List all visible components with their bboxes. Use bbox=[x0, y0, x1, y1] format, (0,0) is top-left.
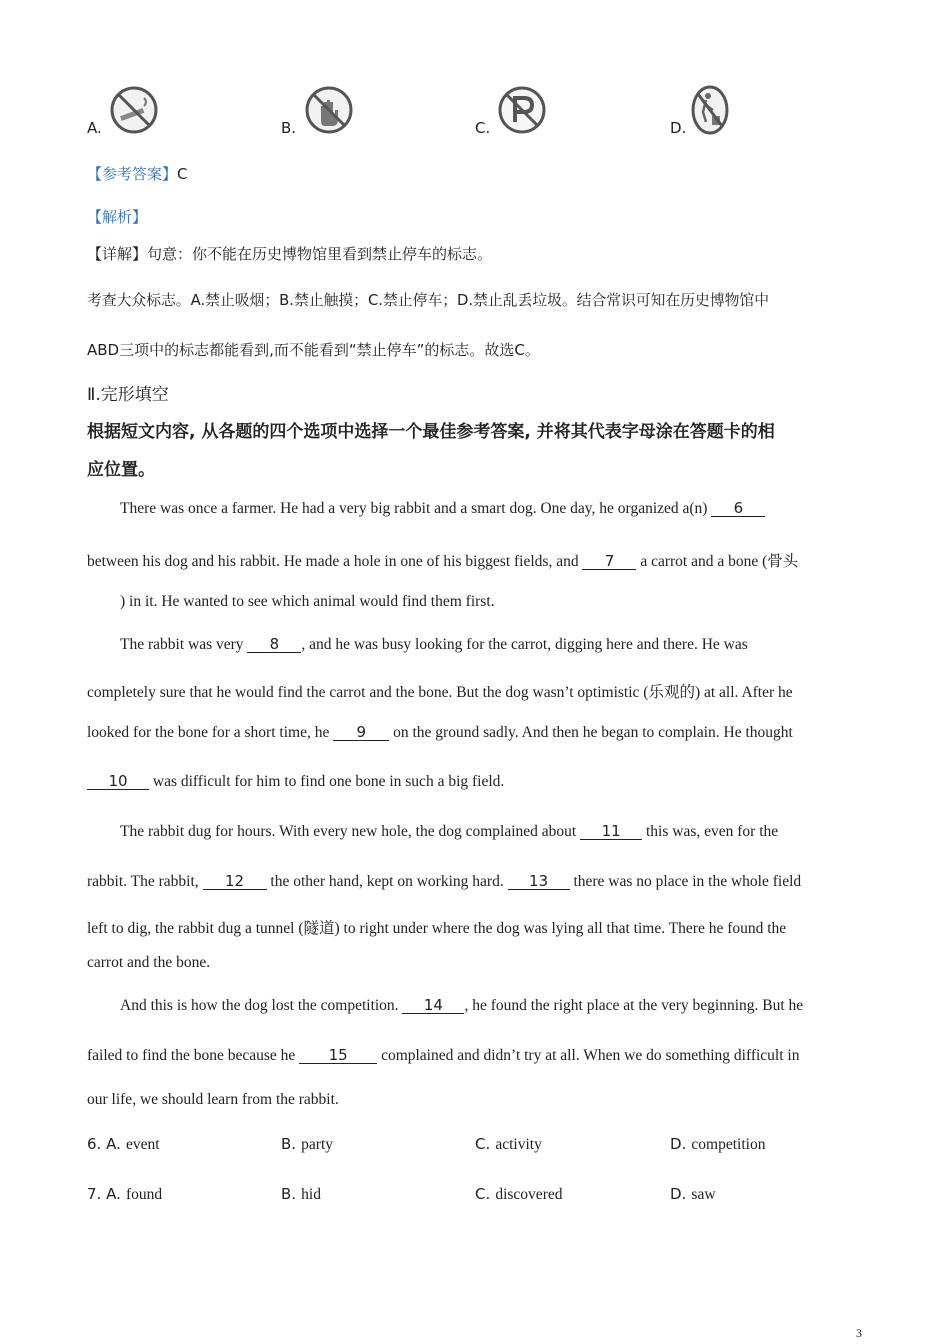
blank-13: 13 bbox=[508, 873, 570, 890]
passage-line: looked for the bone for a short time, he 9 on the ground sadly. And then he began to complain. He thought bbox=[87, 723, 793, 741]
no-touching-icon bbox=[303, 84, 355, 136]
passage-line: And this is how the dog lost the competition. 14 , he found the right place at the very beginning. But he bbox=[120, 996, 804, 1014]
blank-12: 12 bbox=[203, 873, 267, 890]
option-a-letter: A. bbox=[87, 119, 102, 137]
passage-line: The rabbit dug for hours. With every new hole, the dog complained about 11 this was, even for the bbox=[120, 822, 779, 840]
question-7-option-d[interactable]: D. saw bbox=[670, 1185, 716, 1203]
passage-line: The rabbit was very 8 , and he was busy looking for the carrot, digging here and there. He was bbox=[120, 635, 748, 653]
option-b-letter: B. bbox=[281, 119, 297, 137]
instruction-line-1: 根据短文内容, 从各题的四个选项中选择一个最佳参考答案, 并将其代表字母涂在答题卡的相 bbox=[87, 422, 775, 442]
analysis-line-1: 考查大众标志。A.禁止吸烟；B.禁止触摸；C.禁止停车；D.禁止乱丢垃圾。结合常识可知在历史博物馆中 bbox=[87, 292, 770, 309]
question-7-option-a[interactable]: 7. A. found bbox=[87, 1185, 163, 1203]
answer-value: C bbox=[177, 165, 188, 183]
question-6-option-d[interactable]: D. competition bbox=[670, 1135, 766, 1153]
question-7-option-b[interactable]: B. hid bbox=[281, 1185, 321, 1203]
passage-line: ) in it. He wanted to see which animal would find them first. bbox=[120, 593, 495, 610]
blank-6: 6 bbox=[711, 500, 765, 517]
instruction-line-2: 应位置。 bbox=[87, 460, 155, 480]
blank-14: 14 bbox=[402, 997, 464, 1014]
blank-10: 10 bbox=[87, 773, 149, 790]
no-smoking-icon bbox=[108, 84, 160, 136]
passage-line: between his dog and his rabbit. He made a hole in one of his biggest fields, and 7 a carrot and a bone (骨头 bbox=[87, 552, 799, 570]
passage-line: 10 was difficult for him to find one bone in such a big field. bbox=[87, 773, 504, 791]
answer-label: 【参考答案】 bbox=[87, 165, 178, 183]
analysis-label: 【解析】 bbox=[87, 208, 148, 226]
analysis-detail: 【详解】句意：你不能在历史博物馆里看到禁止停车的标志。 bbox=[87, 245, 493, 263]
blank-7: 7 bbox=[582, 553, 636, 570]
passage-line: rabbit. The rabbit, 12 the other hand, kept on working hard. 13 there was no place in the whole field bbox=[87, 872, 802, 890]
reference-answer bbox=[87, 163, 188, 184]
passage-line: There was once a farmer. He had a very big rabbit and a smart dog. One day, he organized a(n) 6 bbox=[120, 500, 765, 518]
blank-15: 15 bbox=[299, 1047, 377, 1064]
passage-line: left to dig, the rabbit dug a tunnel (隧道) to right under where the dog was lying all that time. There he found the bbox=[87, 920, 787, 937]
no-littering-icon bbox=[690, 84, 730, 136]
passage-line: carrot and the bone. bbox=[87, 954, 211, 971]
passage-line: completely sure that he would find the carrot and the bone. But the dog wasn’t optimistic (乐观的) at all. After he bbox=[87, 684, 793, 701]
page-number: 3 bbox=[856, 1326, 862, 1340]
question-7-option-c[interactable]: C. discovered bbox=[475, 1185, 563, 1203]
question-6-option-a[interactable]: 6. A. event bbox=[87, 1135, 160, 1153]
blank-9: 9 bbox=[333, 724, 389, 741]
blank-8: 8 bbox=[247, 636, 301, 653]
passage-line: failed to find the bone because he 15 complained and didn’t try at all. When we do something difficult in bbox=[87, 1046, 800, 1064]
no-parking-icon bbox=[496, 84, 548, 136]
question-6-option-b[interactable]: B. party bbox=[281, 1135, 334, 1153]
question-6-option-c[interactable]: C. activity bbox=[475, 1135, 542, 1153]
section-title: Ⅱ.完形填空 bbox=[87, 385, 169, 405]
passage-line: our life, we should learn from the rabbit. bbox=[87, 1091, 339, 1108]
blank-11: 11 bbox=[580, 823, 642, 840]
analysis-line-2: ABD三项中的标志都能看到,而不能看到“禁止停车”的标志。故选C。 bbox=[87, 341, 540, 359]
option-d-letter: D. bbox=[670, 119, 687, 137]
option-c-letter: C. bbox=[475, 119, 491, 137]
